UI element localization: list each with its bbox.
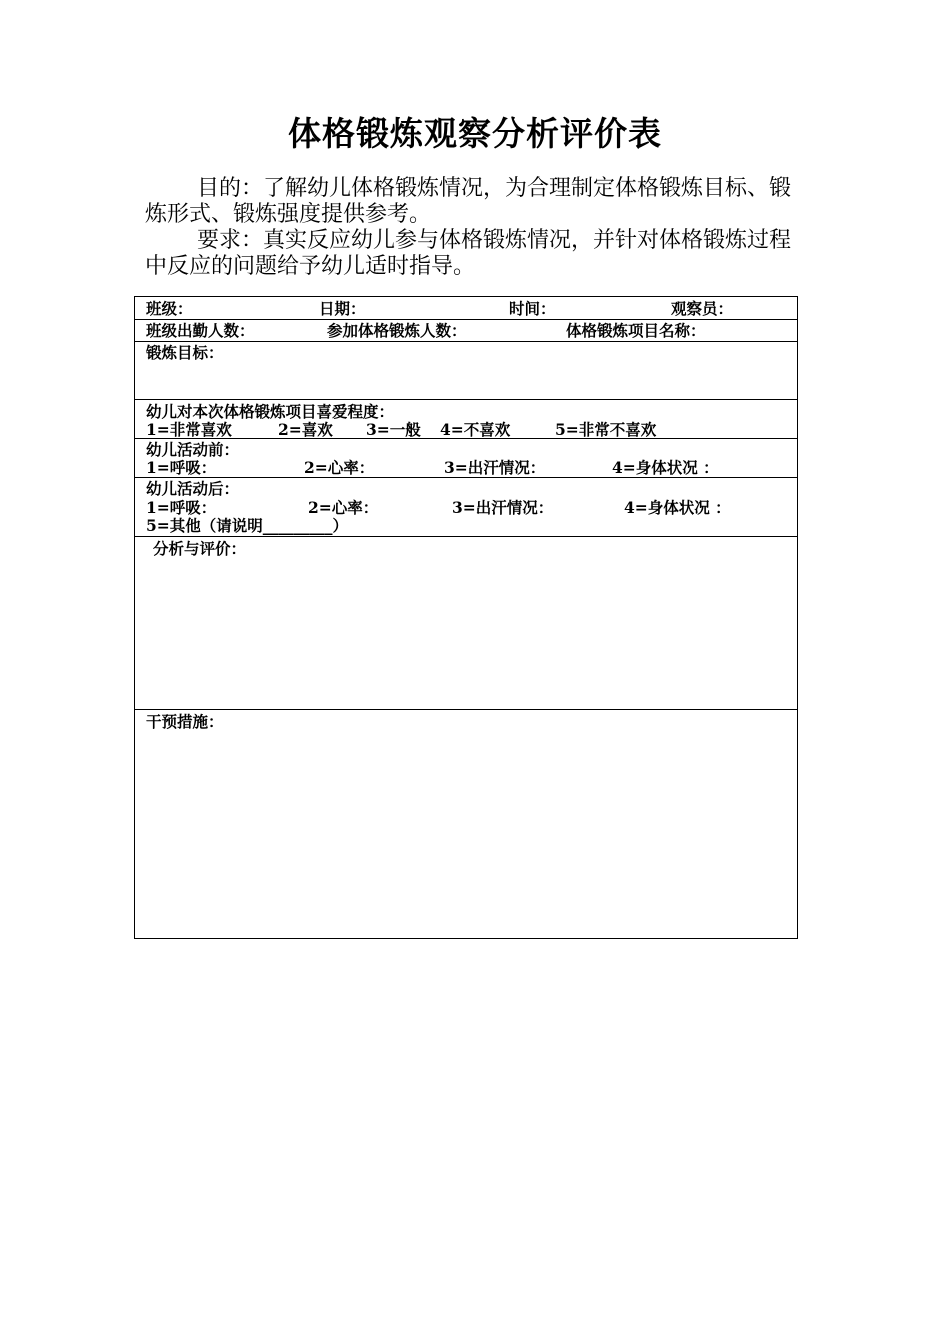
- count-row: [135, 320, 797, 342]
- time-field[interactable]: 时间：: [509, 299, 556, 318]
- after-item[interactable]: 3=出汗情况：: [452, 498, 554, 517]
- info-row: [135, 297, 797, 320]
- evaluation-form: [134, 296, 798, 939]
- after-item[interactable]: 4=身体状况 ：: [624, 498, 731, 517]
- before-item[interactable]: 1=呼吸：: [146, 458, 217, 477]
- participants-field[interactable]: 参加体格锻炼人数：: [327, 321, 467, 340]
- before-activity-row: [135, 439, 797, 478]
- attendance-field[interactable]: 班级出勤人数：: [146, 321, 255, 340]
- observer-field[interactable]: 观察员：: [671, 299, 734, 318]
- before-item[interactable]: 2=心率：: [304, 458, 375, 477]
- goal-label: 锻炼目标：: [146, 343, 224, 362]
- after-activity-row: [135, 478, 797, 537]
- intro-section: [145, 176, 810, 280]
- analysis-label: 分析与评价：: [153, 539, 247, 558]
- intervention-row[interactable]: [135, 710, 797, 938]
- date-field[interactable]: 日期：: [319, 299, 366, 318]
- before-item[interactable]: 4=身体状况 ：: [612, 458, 719, 477]
- before-item[interactable]: 3=出汗情况：: [444, 458, 546, 477]
- goal-row[interactable]: [135, 342, 797, 400]
- intervention-label: 干预措施：: [146, 712, 224, 731]
- after-item[interactable]: 2=心率：: [308, 498, 379, 517]
- class-field[interactable]: 班级：: [146, 299, 193, 318]
- purpose-text: 目的：了解幼儿体格锻炼情况，为合理制定体格锻炼目标、锻炼形式、锻炼强度提供参考。: [145, 176, 792, 227]
- before-label: 幼儿活动前：: [146, 440, 240, 459]
- liking-option[interactable]: 3=一般: [366, 420, 421, 439]
- after-other[interactable]: 5=其他（请说明_________）: [146, 516, 349, 535]
- liking-option[interactable]: 4=不喜欢: [440, 420, 511, 439]
- liking-label: 幼儿对本次体格锻炼项目喜爱程度：: [146, 402, 395, 421]
- after-item[interactable]: 1=呼吸：: [146, 498, 217, 517]
- after-label: 幼儿活动后：: [146, 479, 240, 498]
- liking-row: [135, 400, 797, 439]
- analysis-row[interactable]: [135, 537, 797, 710]
- requirement-text: 要求：真实反应幼儿参与体格锻炼情况，并针对体格锻炼过程中反应的问题给予幼儿适时指导。: [145, 228, 792, 279]
- page-title: 体格锻炼观察分析评价表: [288, 114, 662, 153]
- liking-option[interactable]: 2=喜欢: [278, 420, 333, 439]
- item-name-field[interactable]: 体格锻炼项目名称：: [566, 321, 706, 340]
- liking-option[interactable]: 5=非常不喜欢: [555, 420, 657, 439]
- liking-option[interactable]: 1=非常喜欢: [146, 420, 232, 439]
